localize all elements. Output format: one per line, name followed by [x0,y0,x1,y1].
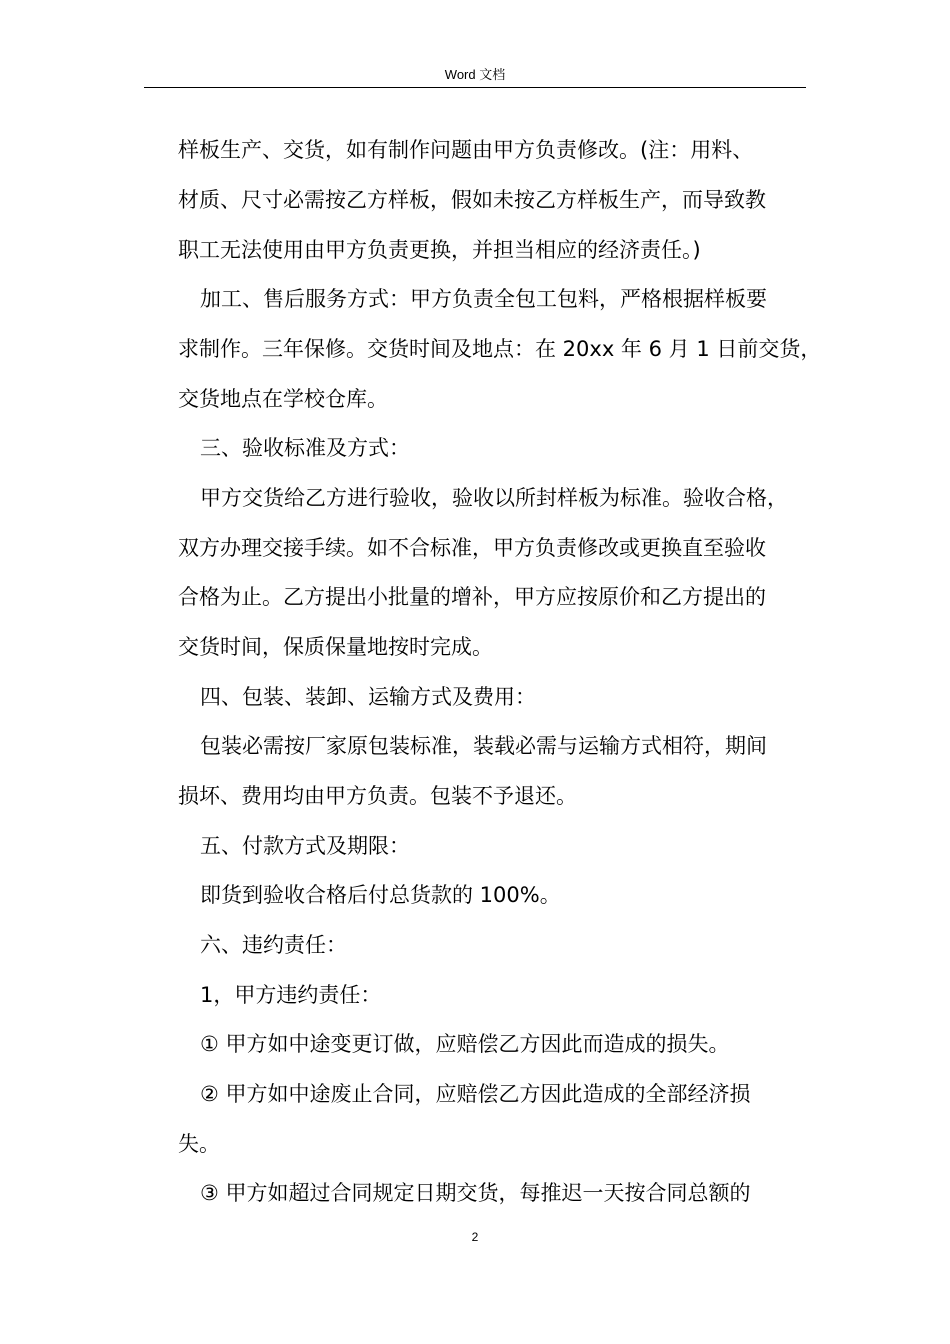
text-line: 交货地点在学校仓库。 [178,387,388,411]
subsection-heading: 1，甲方违约责任： [200,983,382,1007]
text-line: 样板生产、交货，如有制作问题由甲方负责修改。(注：用料、 [178,138,754,162]
section-heading: 六、违约责任： [200,933,347,957]
text-line: 即货到验收合格后付总货款的 100%。 [200,883,561,907]
text-line: 包装必需按厂家原包装标准，装载必需与运输方式相符，期间 [200,734,767,758]
list-item: ② 甲方如中途废止合同，应赔偿乙方因此造成的全部经济损 [200,1082,751,1106]
text-line: 加工、售后服务方式：甲方负责全包工包料，严格根据样板要 [200,287,767,311]
text-line: 失。 [178,1132,220,1156]
list-item: ③ 甲方如超过合同规定日期交货，每推迟一天按合同总额的 [200,1181,751,1205]
text-line: 职工无法使用由甲方负责更换，并担当相应的经济责任。) [178,238,701,262]
text-line: 损坏、费用均由甲方负责。包装不予退还。 [178,784,577,808]
text-line: 合格为止。乙方提出小批量的增补，甲方应按原价和乙方提出的 [178,585,766,609]
page-header: Word 文档 [444,67,506,82]
text-line: 交货时间，保质保量地按时完成。 [178,635,493,659]
text-line: 材质、尺寸必需按乙方样板，假如未按乙方样板生产，而导致教 [178,188,766,212]
text-line: 求制作。三年保修。交货时间及地点：在 20xx 年 6 月 1 日前交货， [178,337,822,361]
list-item: ① 甲方如中途变更订做，应赔偿乙方因此而造成的损失。 [200,1032,730,1056]
text-line: 甲方交货给乙方进行验收，验收以所封样板为标准。验收合格， [200,486,788,510]
page-number: 2 [471,1230,479,1244]
section-heading: 三、验收标准及方式： [200,436,410,460]
section-heading: 四、包装、装卸、运输方式及费用： [200,685,536,709]
text-line: 双方办理交接手续。如不合标准，甲方负责修改或更换直至验收 [178,536,766,560]
section-heading: 五、付款方式及期限： [200,834,410,858]
